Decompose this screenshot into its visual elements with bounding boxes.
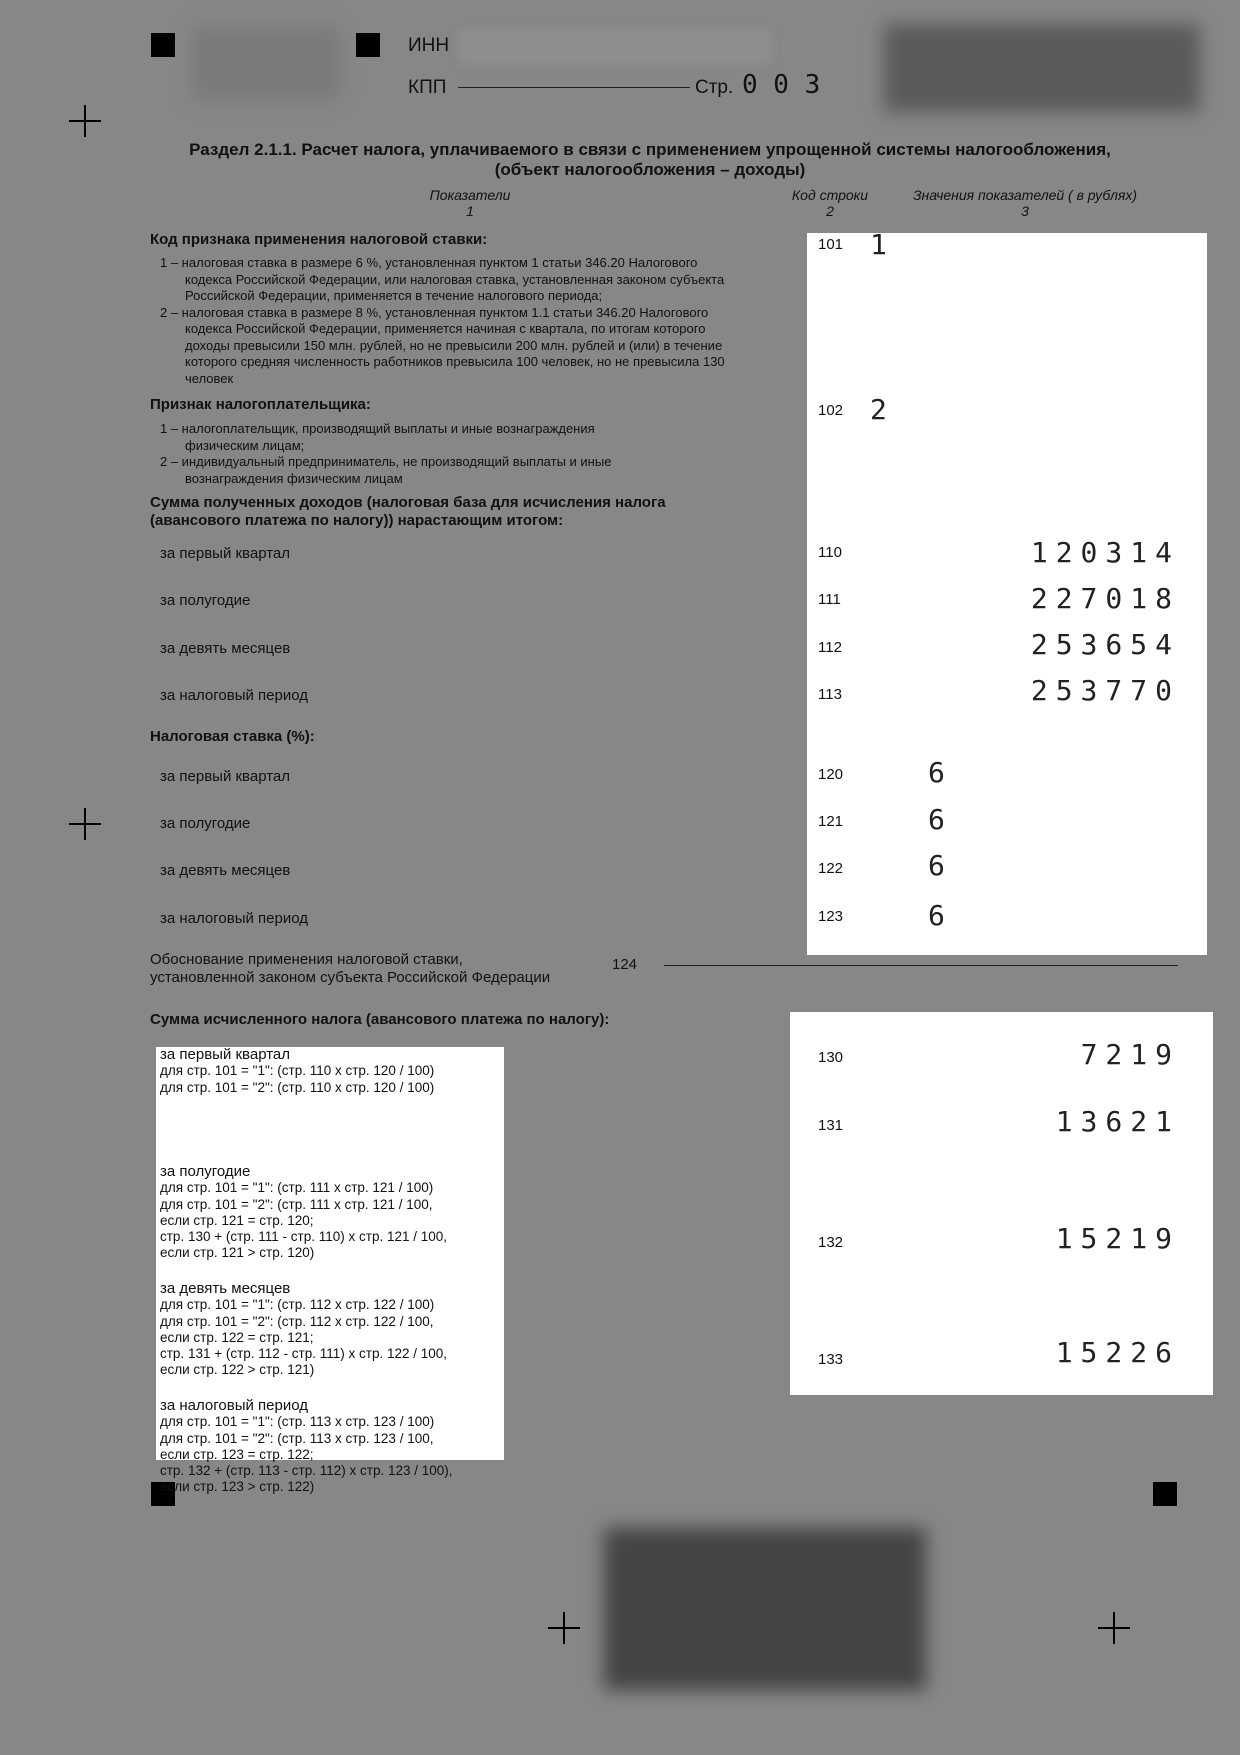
justification-field[interactable] bbox=[664, 965, 1178, 966]
code-102: 102 bbox=[818, 402, 844, 419]
value-122[interactable]: 6 bbox=[928, 849, 953, 882]
page-number: 0 0 3 bbox=[742, 70, 821, 100]
formula-block bbox=[160, 1281, 504, 1398]
corner-marker bbox=[356, 33, 380, 57]
redacted-stamp bbox=[884, 24, 1200, 112]
formula-line: если стр. 122 > стр. 121) bbox=[160, 1362, 315, 1378]
code-133: 133 bbox=[818, 1351, 844, 1368]
value-113[interactable]: 253770 bbox=[1030, 674, 1180, 707]
code-122: 122 bbox=[818, 860, 844, 877]
justification-line: Обоснование применения налоговой ставки, bbox=[150, 951, 463, 968]
tax-formula-panel bbox=[156, 1046, 504, 1495]
formula-head: за девять месяцев bbox=[160, 1280, 291, 1297]
col-code-num: 2 bbox=[826, 203, 834, 219]
rate-code-desc-line: человек bbox=[185, 370, 234, 386]
redacted-barcode bbox=[192, 26, 340, 100]
value-111[interactable]: 227018 bbox=[1030, 582, 1180, 615]
formula-line: если стр. 121 = стр. 120; bbox=[160, 1212, 314, 1228]
taxpayer-desc bbox=[160, 421, 611, 487]
kpp-label: КПП bbox=[408, 77, 447, 98]
col-header-indicators bbox=[390, 187, 550, 219]
inn-label: ИНН bbox=[408, 35, 450, 56]
corner-marker bbox=[1153, 1482, 1177, 1506]
formula-line: для стр. 101 = "2": (стр. 112 х стр. 122 / 100, bbox=[160, 1313, 434, 1329]
value-102[interactable]: 2 bbox=[870, 393, 895, 426]
col-code-label: Код строки bbox=[791, 187, 869, 203]
formula-line: для стр. 101 = "1": (стр. 110 х стр. 120 / 100) bbox=[160, 1063, 435, 1079]
code-111: 111 bbox=[818, 591, 841, 608]
col-header-code bbox=[780, 187, 880, 219]
rate-code-desc-line: Российской Федерации, применяется в течение налогового периода; bbox=[185, 288, 603, 303]
formula-line: стр. 131 + (стр. 112 - стр. 111) х стр. 122 / 100, bbox=[160, 1346, 448, 1362]
code-101: 101 bbox=[818, 236, 844, 253]
rate-row-label: за полугодие bbox=[160, 815, 251, 832]
section-subtitle: (объект налогообложения – доходы) bbox=[494, 160, 806, 179]
formula-block bbox=[160, 1398, 504, 1496]
formula-head: за первый квартал bbox=[160, 1046, 291, 1063]
value-121[interactable]: 6 bbox=[928, 803, 953, 836]
col-values-label: Значения показателей ( в рублях) bbox=[912, 187, 1138, 203]
formula-line: если стр. 121 > стр. 120) bbox=[160, 1245, 315, 1261]
col-indicators-label: Показатели bbox=[429, 187, 511, 203]
tax-title: Сумма исчисленного налога (авансового платежа по налогу): bbox=[150, 1011, 610, 1028]
taxpayer-desc-line: 2 – индивидуальный предприниматель, не производящий выплаты и иные bbox=[160, 454, 612, 469]
value-131[interactable]: 13621 bbox=[1055, 1105, 1180, 1138]
income-row-label: за налоговый период bbox=[160, 687, 309, 704]
code-132: 132 bbox=[818, 1234, 844, 1251]
rate-code-desc-line: которого средняя численность работников превысила 100 человек, но не превысила 130 bbox=[185, 354, 725, 369]
registration-cross-icon bbox=[69, 808, 101, 840]
formula-block bbox=[160, 1164, 504, 1281]
registration-cross-icon bbox=[1098, 1612, 1130, 1644]
formula-line: стр. 130 + (стр. 111 - стр. 110) х стр. 121 / 100, bbox=[160, 1229, 448, 1245]
rate-code-desc-line: кодекса Российской Федерации, применяется начиная с квартала, по итогам которого bbox=[185, 321, 706, 336]
justification-label bbox=[150, 951, 550, 987]
rate-row-label: за первый квартал bbox=[160, 768, 291, 785]
formula-head: за налоговый период bbox=[160, 1397, 309, 1414]
value-132[interactable]: 15219 bbox=[1055, 1222, 1180, 1255]
taxpayer-desc-line: вознаграждения физическим лицам bbox=[185, 470, 403, 486]
code-112: 112 bbox=[818, 639, 842, 656]
col-header-values bbox=[895, 187, 1155, 219]
code-123: 123 bbox=[818, 908, 844, 925]
rate-code-desc-line: 2 – налоговая ставка в размере 8 %, установленная пунктом 1.1 статьи 346.20 Налогового bbox=[160, 304, 709, 320]
section-title: Раздел 2.1.1. Расчет налога, уплачиваемого в связи с применением упрощенной системы налогообложения, bbox=[189, 140, 1111, 159]
taxpayer-title: Признак налогоплательщика: bbox=[150, 396, 371, 413]
income-title-line: (авансового платежа по налогу)) нарастающим итогом: bbox=[150, 512, 564, 529]
income-title bbox=[150, 494, 666, 530]
rate-code-desc bbox=[160, 255, 725, 387]
formula-line: если стр. 123 > стр. 122) bbox=[160, 1479, 315, 1495]
value-130[interactable]: 7219 bbox=[1080, 1038, 1180, 1071]
rate-code-desc-line: кодекса Российской Федерации, или налоговая ставка, установленная законом субъекта bbox=[185, 271, 725, 287]
income-title-line: Сумма полученных доходов (налоговая база для исчисления налога bbox=[150, 494, 666, 511]
code-131: 131 bbox=[818, 1117, 844, 1134]
justification-line: установленной законом субъекта Российской Федерации bbox=[150, 969, 551, 986]
taxpayer-desc-line: физическим лицам; bbox=[185, 437, 305, 453]
value-112[interactable]: 253654 bbox=[1030, 628, 1180, 661]
value-110[interactable]: 120314 bbox=[1030, 536, 1180, 569]
value-123[interactable]: 6 bbox=[928, 899, 953, 932]
code-124: 124 bbox=[612, 956, 638, 973]
income-row-label: за девять месяцев bbox=[160, 640, 291, 657]
rate-code-desc-line: доходы превысили 150 млн. рублей, но не превысили 200 млн. рублей и (или) в течение bbox=[185, 337, 723, 353]
redacted-inn bbox=[458, 28, 772, 64]
code-130: 130 bbox=[818, 1049, 844, 1066]
code-120: 120 bbox=[818, 766, 844, 783]
col-indicators-num: 1 bbox=[466, 203, 474, 219]
rate-code-desc-line: 1 – налоговая ставка в размере 6 %, установленная пунктом 1 статьи 346.20 Налогового bbox=[160, 255, 698, 270]
value-120[interactable]: 6 bbox=[928, 756, 953, 789]
taxpayer-desc-line: 1 – налогоплательщик, производящий выплаты и иные вознаграждения bbox=[160, 421, 595, 436]
registration-cross-icon bbox=[69, 105, 101, 137]
formula-line: для стр. 101 = "2": (стр. 110 х стр. 120 / 100) bbox=[160, 1079, 435, 1095]
formula-line: для стр. 101 = "2": (стр. 111 х стр. 121 / 100, bbox=[160, 1196, 433, 1212]
formula-line: если стр. 123 = стр. 122; bbox=[160, 1446, 314, 1462]
rate-code-title: Код признака применения налоговой ставки: bbox=[150, 231, 488, 248]
code-110: 110 bbox=[818, 544, 842, 561]
formula-line: если стр. 122 = стр. 121; bbox=[160, 1329, 314, 1345]
formula-line: для стр. 101 = "1": (стр. 111 х стр. 121 / 100) bbox=[160, 1180, 434, 1196]
income-row-label: за полугодие bbox=[160, 592, 251, 609]
rate-row-label: за налоговый период bbox=[160, 910, 309, 927]
redacted-barcode-bottom bbox=[604, 1528, 926, 1690]
value-101[interactable]: 1 bbox=[870, 228, 895, 261]
formula-head: за полугодие bbox=[160, 1163, 251, 1180]
formula-line: стр. 132 + (стр. 113 - стр. 112) х стр. 123 / 100), bbox=[160, 1463, 453, 1479]
formula-line: для стр. 101 = "2": (стр. 113 х стр. 123 / 100, bbox=[160, 1430, 434, 1446]
rate-title: Налоговая ставка (%): bbox=[150, 728, 315, 745]
code-121: 121 bbox=[818, 813, 844, 830]
value-133[interactable]: 15226 bbox=[1055, 1336, 1180, 1369]
kpp-line bbox=[458, 87, 690, 88]
registration-cross-icon bbox=[548, 1612, 580, 1644]
income-row-label: за первый квартал bbox=[160, 545, 291, 562]
col-values-num: 3 bbox=[1021, 203, 1029, 219]
formula-line: для стр. 101 = "1": (стр. 112 х стр. 122 / 100) bbox=[160, 1297, 435, 1313]
corner-marker bbox=[151, 33, 175, 57]
rate-row-label: за девять месяцев bbox=[160, 862, 291, 879]
page-label: Стр. bbox=[695, 77, 734, 98]
code-113: 113 bbox=[818, 686, 842, 703]
formula-line: для стр. 101 = "1": (стр. 113 х стр. 123 / 100) bbox=[160, 1414, 435, 1430]
formula-block bbox=[160, 1047, 504, 1164]
